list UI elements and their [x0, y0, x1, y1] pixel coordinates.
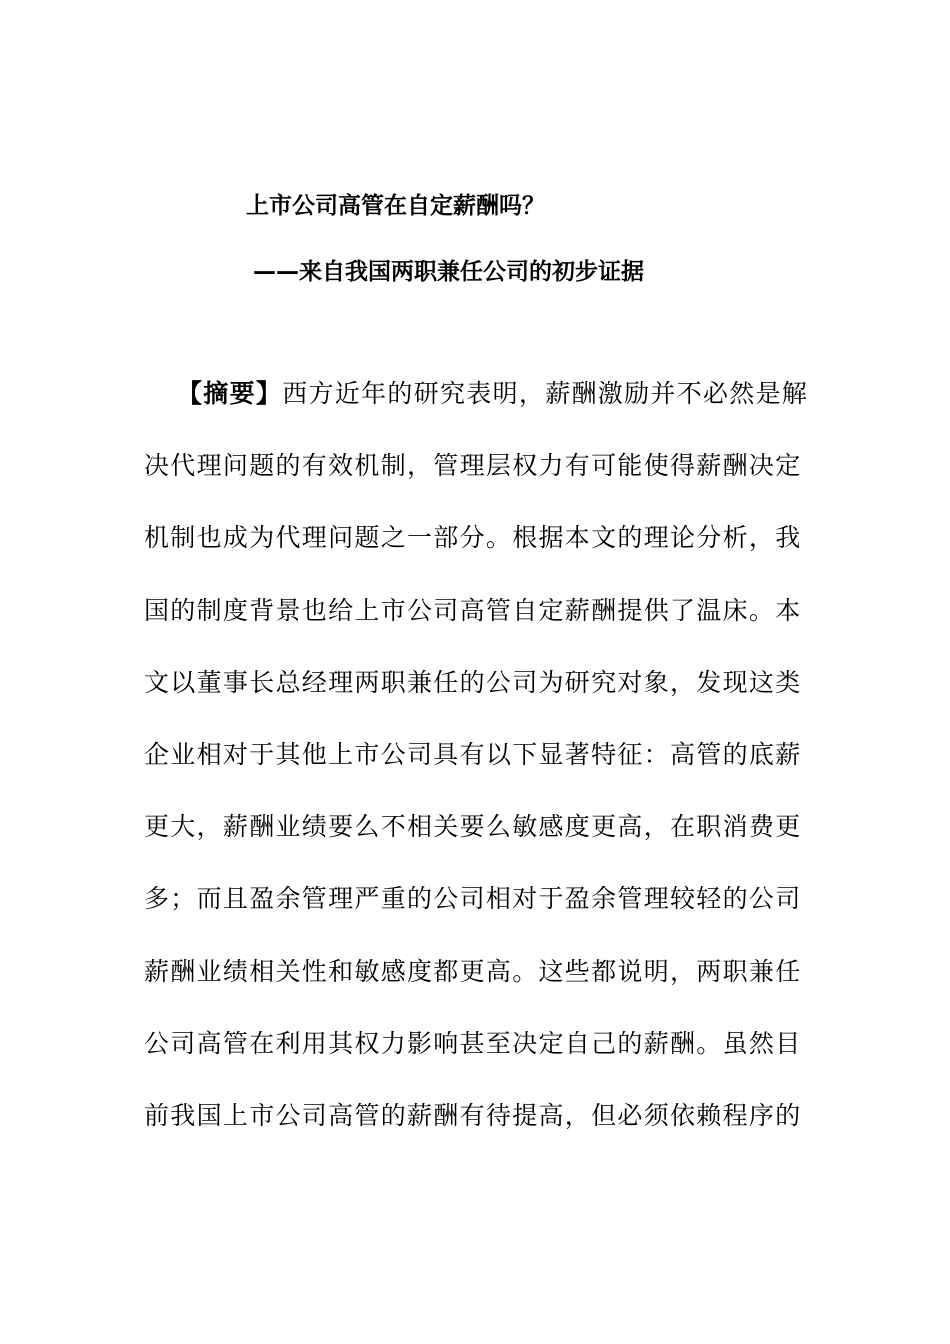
abstract-line: 决代理问题的有效机制，管理层权力有可能使得薪酬决定 [144, 451, 802, 481]
abstract-line: 多；而且盈余管理严重的公司相对于盈余管理较轻的公司 [144, 884, 802, 914]
abstract-line: 国的制度背景也给上市公司高管自定薪酬提供了温床。本 [144, 595, 802, 625]
abstract-line: 文以董事长总经理两职兼任的公司为研究对象，发现这类 [144, 667, 802, 697]
abstract-line: 企业相对于其他上市公司具有以下显著特征：高管的底薪 [144, 739, 802, 769]
document-subtitle: ——来自我国两职兼任公司的初步证据 [253, 259, 644, 285]
abstract-line-text: 西方近年的研究表明，薪酬激励并不必然是解 [282, 379, 809, 408]
abstract-line: 薪酬业绩相关性和敏感度都更高。这些都说明，两职兼任 [144, 956, 802, 986]
abstract-label: 【摘要】 [177, 379, 283, 408]
abstract-line: 机制也成为代理问题之一部分。根据本文的理论分析，我 [144, 523, 802, 553]
abstract-section [144, 374, 809, 1168]
abstract-line: 公司高管在利用其权力影响甚至决定自己的薪酬。虽然目 [144, 1028, 802, 1058]
document-title: 上市公司高管在自定薪酬吗？ [246, 193, 545, 219]
abstract-line: 前我国上市公司高管的薪酬有待提高，但必须依赖程序的 [144, 1100, 802, 1130]
abstract-line [144, 374, 809, 446]
abstract-line: 更大，薪酬业绩要么不相关要么敏感度更高，在职消费更 [144, 812, 802, 842]
